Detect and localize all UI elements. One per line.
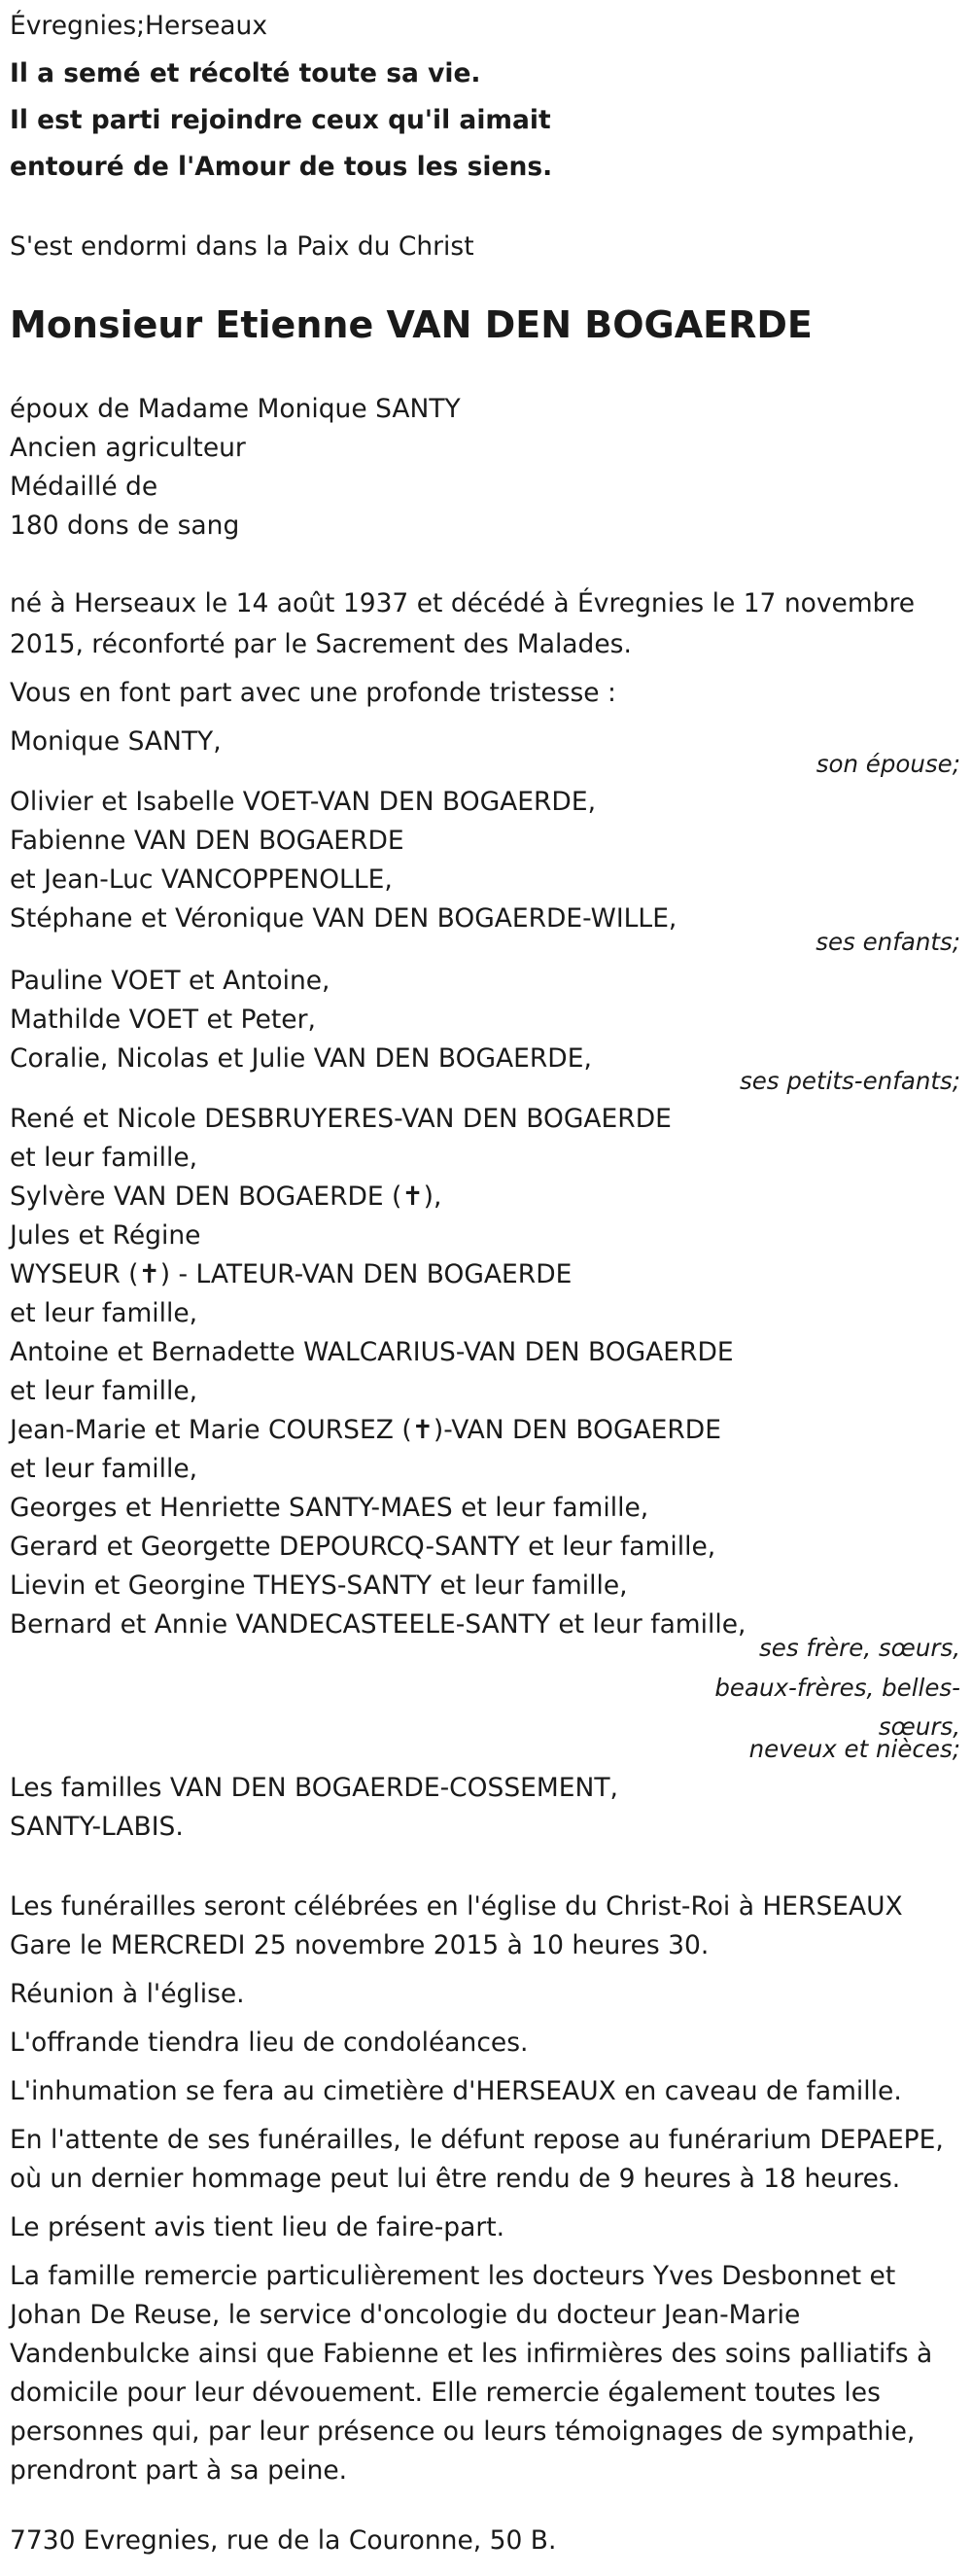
- detail-line: Médaillé de: [10, 472, 158, 502]
- birth-line: 2015, réconforté par le Sacrement des Malades.: [10, 629, 632, 659]
- siblings-role: ses frère, sœurs,: [759, 1634, 960, 1662]
- funeral-line: Gare le MERCREDI 25 novembre 2015 à 10 heures 30.: [10, 1930, 710, 1960]
- epitaph-line: Il est parti rejoindre ceux qu'il aimait: [10, 105, 551, 135]
- intro-line: S'est endormi dans la Paix du Christ: [10, 231, 474, 262]
- sibling-line: Jules et Régine: [10, 1220, 201, 1251]
- sibling-line: et leur famille,: [10, 1454, 198, 1484]
- detail-line: époux de Madame Monique SANTY: [10, 394, 461, 424]
- children-role: ses enfants;: [816, 928, 960, 956]
- burial-line: L'inhumation se fera au cimetière d'HERSEAUX en caveau de famille.: [10, 2076, 902, 2106]
- funeral-line: Les funérailles seront célébrées en l'église du Christ-Roi à HERSEAUX: [10, 1891, 903, 1922]
- grandchild-line: Pauline VOET et Antoine,: [10, 966, 330, 996]
- sibling-line: et leur famille,: [10, 1143, 198, 1173]
- thanks-line: prendront part à sa peine.: [10, 2455, 348, 2486]
- grandchild-line: Mathilde VOET et Peter,: [10, 1005, 316, 1035]
- notice-line: Le présent avis tient lieu de faire-part.: [10, 2212, 505, 2242]
- sibling-line: WYSEUR (✝) - LATEUR-VAN DEN BOGAERDE: [10, 1259, 573, 1289]
- location-line: Évregnies;Herseaux: [10, 11, 268, 41]
- families-line: Les familles VAN DEN BOGAERDE-COSSEMENT,: [10, 1773, 618, 1803]
- child-line: Olivier et Isabelle VOET-VAN DEN BOGAERDE,: [10, 787, 597, 817]
- sibling-line: Georges et Henriette SANTY-MAES et leur famille,: [10, 1493, 649, 1523]
- families-line: SANTY-LABIS.: [10, 1812, 184, 1842]
- sibling-line: Antoine et Bernadette WALCARIUS-VAN DEN BOGAERDE: [10, 1337, 734, 1367]
- sibling-line: René et Nicole DESBRUYERES-VAN DEN BOGAERDE: [10, 1104, 672, 1134]
- child-line: Stéphane et Véronique VAN DEN BOGAERDE-WILLE,: [10, 903, 677, 934]
- spouse-role: son épouse;: [816, 750, 960, 778]
- spouse-line: Monique SANTY,: [10, 726, 222, 757]
- grandchild-line: Coralie, Nicolas et Julie VAN DEN BOGAERDE,: [10, 1043, 592, 1074]
- sibling-line: Gerard et Georgette DEPOURCQ-SANTY et leur famille,: [10, 1532, 716, 1562]
- thanks-line: La famille remercie particulièrement les docteurs Yves Desbonnet et: [10, 2261, 896, 2291]
- sibling-line: Sylvère VAN DEN BOGAERDE (✝),: [10, 1182, 442, 1212]
- sibling-line: Lievin et Georgine THEYS-SANTY et leur famille,: [10, 1570, 628, 1601]
- announce-line: Vous en font part avec une profonde tristesse :: [10, 678, 616, 708]
- repose-line: où un dernier hommage peut lui être rendu de 9 heures à 18 heures.: [10, 2164, 901, 2194]
- birth-line: né à Herseaux le 14 août 1937 et décédé à Évregnies le 17 novembre: [10, 588, 916, 618]
- thanks-line: personnes qui, par leur présence ou leurs témoignages de sympathie,: [10, 2417, 916, 2447]
- child-line: et Jean-Luc VANCOPPENOLLE,: [10, 865, 393, 895]
- sibling-line: Bernard et Annie VANDECASTEELE-SANTY et leur famille,: [10, 1609, 746, 1640]
- siblings-role: sœurs,: [878, 1712, 960, 1741]
- grandchildren-role: ses petits-enfants;: [739, 1067, 960, 1095]
- sibling-line: et leur famille,: [10, 1376, 198, 1406]
- siblings-role: beaux-frères, belles-: [714, 1674, 960, 1702]
- siblings-role: neveux et nièces;: [748, 1735, 960, 1763]
- epitaph-line: Il a semé et récolté toute sa vie.: [10, 58, 481, 88]
- address-line: 7730 Evregnies, rue de la Couronne, 50 B.: [10, 2525, 557, 2556]
- offering-line: L'offrande tiendra lieu de condoléances.: [10, 2028, 529, 2058]
- repose-line: En l'attente de ses funérailles, le défunt repose au funérarium DEPAEPE,: [10, 2125, 944, 2155]
- thanks-line: Johan De Reuse, le service d'oncologie du docteur Jean-Marie: [10, 2300, 801, 2330]
- detail-line: 180 dons de sang: [10, 511, 240, 541]
- thanks-line: domicile pour leur dévouement. Elle remercie également toutes les: [10, 2378, 881, 2408]
- child-line: Fabienne VAN DEN BOGAERDE: [10, 826, 404, 856]
- sibling-line: et leur famille,: [10, 1298, 198, 1328]
- thanks-line: Vandenbulcke ainsi que Fabienne et les infirmières des soins palliatifs à: [10, 2339, 933, 2369]
- meeting-line: Réunion à l'église.: [10, 1979, 245, 2009]
- detail-line: Ancien agriculteur: [10, 433, 246, 463]
- deceased-name: Monsieur Etienne VAN DEN BOGAERDE: [10, 303, 813, 346]
- epitaph-line: entouré de l'Amour de tous les siens.: [10, 152, 553, 182]
- sibling-line: Jean-Marie et Marie COURSEZ (✝)-VAN DEN BOGAERDE: [10, 1415, 721, 1445]
